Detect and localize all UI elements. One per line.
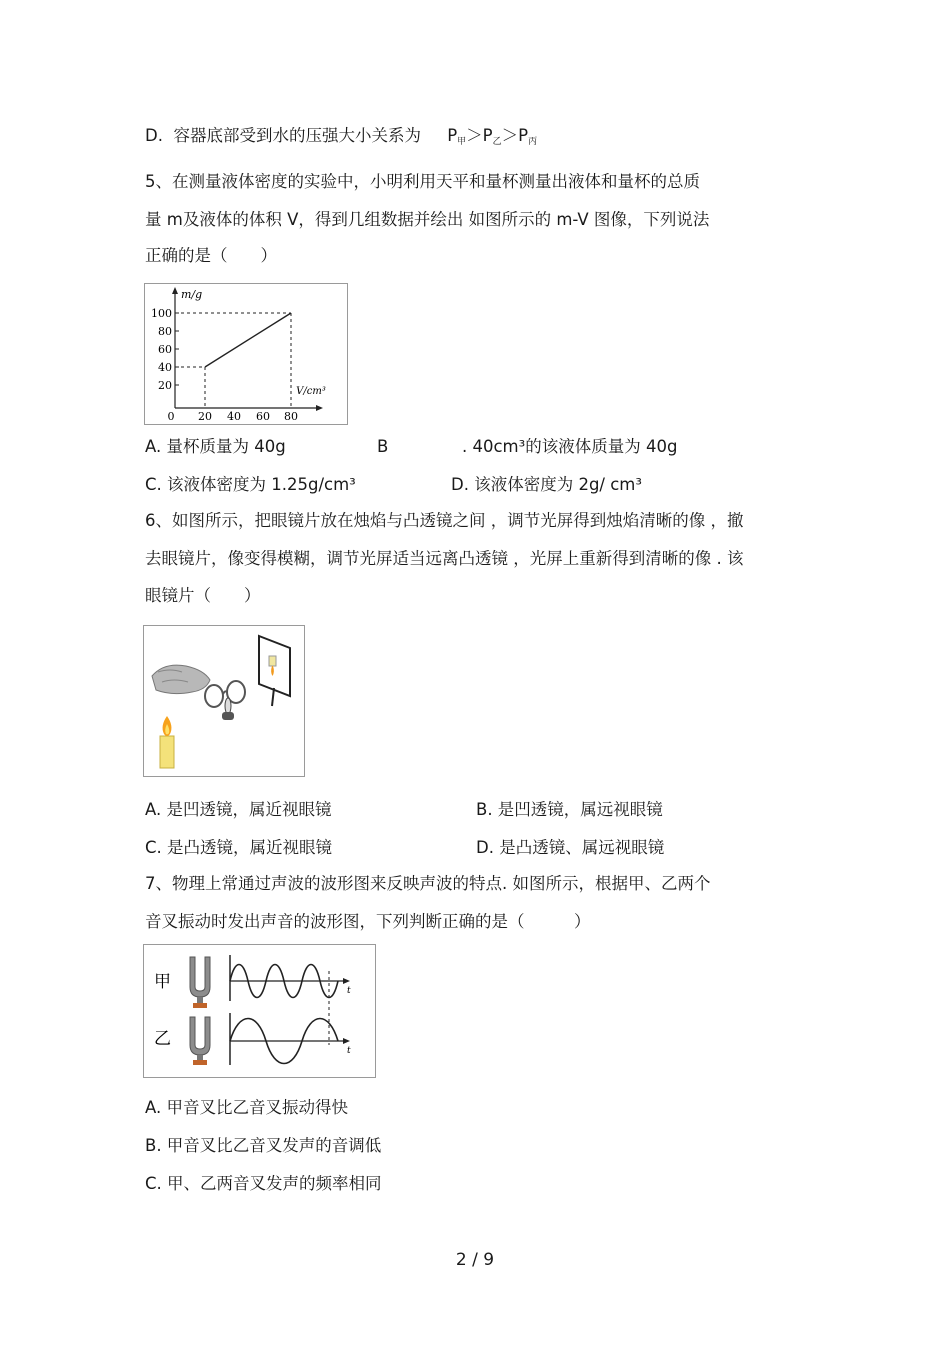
q5-option-b-text: . 40cm³的该液体质量为 40g [462, 437, 678, 456]
x-tick-0: 0 [167, 410, 175, 423]
q4-option-d [145, 126, 537, 152]
x-tick-80: 80 [284, 410, 298, 423]
x-tick-40: 40 [227, 410, 241, 423]
p-symbol-1: P [447, 126, 458, 145]
y-tick-80: 80 [158, 325, 172, 338]
q6-option-d: D. 是凸透镜、属远视眼镜 [476, 838, 665, 857]
hand-icon [152, 665, 210, 693]
graph-ylabel: m/g [181, 288, 203, 301]
axis-t-2: t [347, 1046, 351, 1056]
q7-stem-line-1: 7、物理上常通过声波的波形图来反映声波的特点. 如图所示，根据甲、乙两个 [145, 874, 711, 893]
y-tick-60: 60 [158, 343, 172, 356]
axis-t-1: t [347, 986, 351, 996]
gt-1: ＞ [466, 126, 483, 145]
q5-option-a: A. 量杯质量为 40g [145, 437, 286, 456]
q4-option-d-text: 容器底部受到水的压强大小关系为 [173, 126, 421, 145]
y-tick-100: 100 [151, 307, 172, 320]
page-number: 2 / 9 [455, 1250, 495, 1270]
q4-option-d-letter: D. [145, 126, 163, 145]
q7-option-b: B. 甲音叉比乙音叉发声的音调低 [145, 1136, 382, 1155]
p-symbol-3: P [518, 126, 529, 145]
tuning-fork-jia-icon [190, 957, 210, 1008]
label-jia: 甲 [154, 972, 171, 992]
q6-option-c: C. 是凸透镜，属近视眼镜 [145, 838, 333, 857]
q6-stem-line-1: 6、如图所示，把眼镜片放在烛焰与凸透镜之间 ，调节光屏得到烛焰清晰的像 ，撤 [145, 511, 744, 530]
tuning-fork-yi-icon [190, 1017, 210, 1065]
q7-option-c: C. 甲、乙两音叉发声的频率相同 [145, 1174, 382, 1193]
q7-waveform-figure [143, 944, 376, 1078]
q7-stem-line-2: 音叉振动时发出声音的波形图，下列判断正确的是（ ） [145, 912, 591, 931]
q6-option-b: B. 是凹透镜，属远视眼镜 [476, 800, 663, 819]
sub-yi: 乙 [492, 137, 502, 147]
p-symbol-2: P [482, 126, 493, 145]
q5-stem-line-3: 正确的是（ ） [145, 246, 277, 265]
q6-stem-line-3: 眼镜片（ ） [145, 586, 261, 605]
q5-stem-line-1: 5、在测量液体密度的实验中，小明利用天平和量杯测量出液体和量杯的总质 [145, 172, 700, 191]
gt-2: ＞ [501, 126, 519, 145]
q5-option-c: C. 该液体密度为 1.25g/cm³ [145, 475, 356, 494]
sub-bing: 丙 [528, 137, 538, 147]
q5-option-b-letter: B [377, 437, 389, 456]
convex-lens-icon [225, 698, 231, 714]
label-yi: 乙 [154, 1029, 171, 1049]
y-tick-20: 20 [158, 379, 172, 392]
y-tick-40: 40 [158, 361, 172, 374]
q5-option-d: D. 该液体密度为 2g/ cm³ [451, 475, 642, 494]
q5-stem-line-2: 量 m及液体的体积 V，得到几组数据并绘出 如图所示的 m-V 图像，下列说法 [145, 210, 710, 229]
sub-jia: 甲 [457, 137, 467, 147]
candle-icon [160, 736, 174, 768]
glasses-left-lens-icon [205, 685, 223, 707]
q7-option-a: A. 甲音叉比乙音叉振动得快 [145, 1098, 348, 1117]
graph-xlabel: V/cm³ [296, 386, 326, 397]
lens-stand-icon [222, 712, 234, 720]
x-tick-60: 60 [256, 410, 270, 423]
screen-image-icon [269, 656, 276, 666]
x-tick-20: 20 [198, 410, 212, 423]
q5-mv-graph [144, 283, 348, 425]
q6-lens-figure [143, 625, 305, 777]
q6-option-a: A. 是凹透镜，属近视眼镜 [145, 800, 332, 819]
q6-stem-line-2: 去眼镜片，像变得模糊，调节光屏适当远离凸透镜 ，光屏上重新得到清晰的像 . 该 [145, 549, 744, 568]
